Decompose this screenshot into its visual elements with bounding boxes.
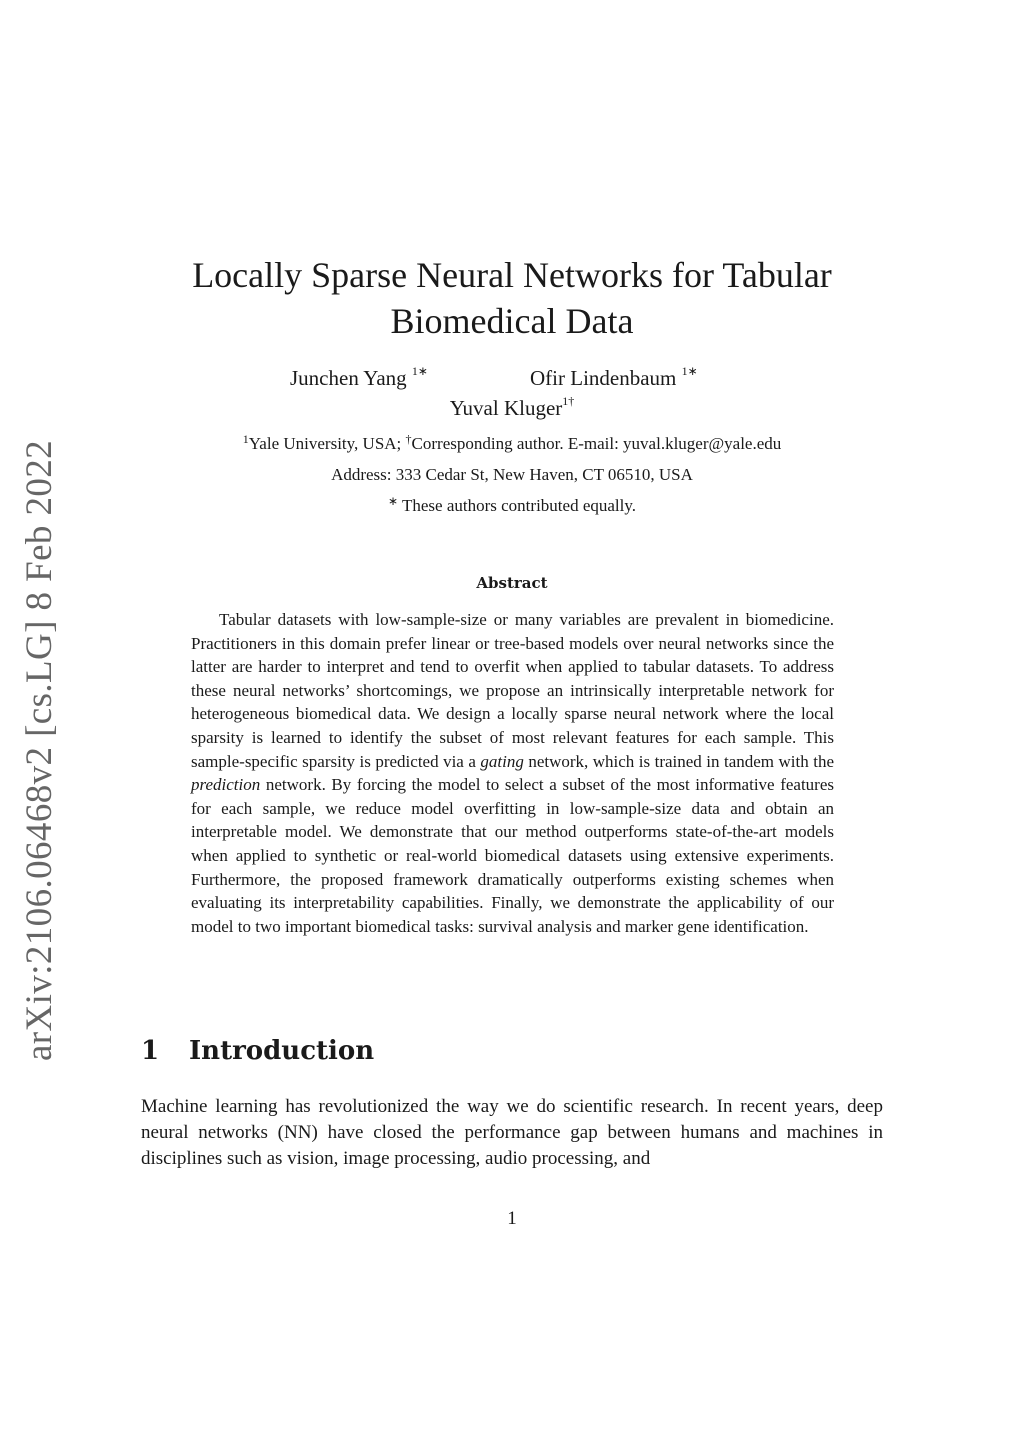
equal-contribution-note bbox=[0, 496, 1024, 516]
affiliation-text: Yale University, USA; bbox=[248, 434, 406, 453]
author-2 bbox=[530, 366, 698, 391]
abstract-text-1: Tabular datasets with low-sample-size or many variables are prevalent in biomedicine. Practitioners in this domain prefer linear or tree-based models over neural networks since the latter are harder to interpret and tend to overfit when applied to tabular datasets. To address these neural networks’ shortcomings, we propose an intrinsically interpretable network for heterogeneous biomedical data. We design a locally sparse neural network where the local sparsity is learned to identify the subset of most relevant features for each sample. This sample-specific sparsity is predicted via a bbox=[191, 610, 834, 771]
equal-contribution-text: These authors contributed equally. bbox=[398, 496, 636, 515]
section-title: Introduction bbox=[189, 1036, 375, 1066]
section-number: 1 bbox=[141, 1036, 160, 1066]
abstract-text-3: network. By forcing the model to select a subset of the most informative features for each sample, we reduce model overfitting in low-sample-size data and obtain an interpretable model. We demonstrate that our method outperforms state-of-the-art models when applied to synthetic or real-world biomedical datasets using extensive experiments. Furthermore, the proposed framework dramatically outperforms existing schemes when evaluating its interpretability capabilities. Finally, we demonstrate the applicability of our model to two important biomedical tasks: survival analysis and marker gene identification. bbox=[191, 775, 834, 936]
abstract-body bbox=[191, 608, 834, 938]
arxiv-identifier bbox=[2, 439, 78, 1061]
abstract-heading: Abstract bbox=[476, 574, 548, 592]
equal-contribution-mark: ∗ bbox=[388, 494, 399, 508]
author-3-name: Yuval Kluger bbox=[449, 396, 563, 420]
abstract-emphasis-prediction: prediction bbox=[191, 775, 261, 795]
corresponding-author-text: Corresponding author. E-mail: yuval.kluger@yale.edu bbox=[411, 434, 782, 453]
author-2-name: Ofir Lindenbaum bbox=[530, 366, 677, 390]
page-number: 1 bbox=[507, 1208, 517, 1229]
introduction-paragraph: Machine learning has revolutionized the way we do scientific research. In recent years, deep neural networks (NN) have closed the performance gap between humans and machines in disciplines such as vision, image processing, audio processing, and bbox=[141, 1096, 883, 1169]
affiliation-mark: 1 bbox=[242, 432, 249, 446]
author-1 bbox=[290, 366, 428, 391]
affiliation-line bbox=[0, 434, 1024, 454]
section-heading bbox=[141, 1036, 374, 1066]
author-3-mark: 1† bbox=[562, 394, 575, 408]
address-line: Address: 333 Cedar St, New Haven, CT 06510, USA bbox=[331, 465, 693, 484]
corresponding-mark: † bbox=[405, 432, 412, 446]
author-2-mark: 1∗ bbox=[681, 364, 698, 378]
arxiv-identifier-text: arXiv:2106.06468v2 [cs.LG] 8 Feb 2022 bbox=[19, 439, 61, 1061]
author-3 bbox=[0, 396, 1024, 421]
author-row bbox=[0, 366, 1024, 398]
abstract-text-2: network, which is trained in tandem with the bbox=[523, 751, 834, 771]
paper-title: Locally Sparse Neural Networks for Tabular Biomedical Data bbox=[192, 255, 832, 341]
abstract-emphasis-gating: gating bbox=[480, 751, 524, 771]
author-1-mark: 1∗ bbox=[411, 364, 428, 378]
author-1-name: Junchen Yang bbox=[290, 366, 407, 390]
